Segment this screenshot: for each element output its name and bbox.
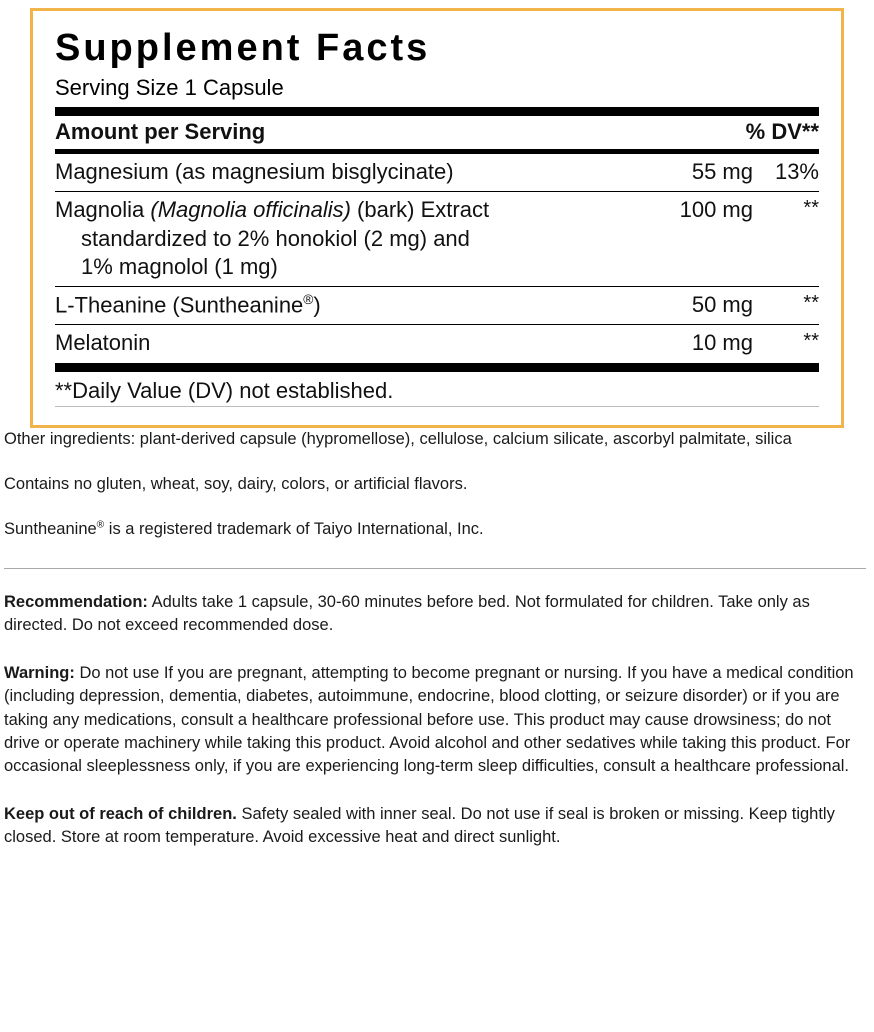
nutrient-dv: 13% (774, 159, 819, 185)
magnolia-botanical-name: (Magnolia officinalis) (150, 197, 351, 223)
nutrient-name (55, 291, 649, 319)
daily-value-footnote: **Daily Value (DV) not established. (55, 377, 394, 403)
keep-out-of-reach-text: Safety sealed with inner seal. Do not use if seal is broken or missing. Keep tightly closed. Store at room temperature. Avoid excessive heat and direct sunlight. (4, 804, 835, 847)
nutrient-row-magnesium (55, 154, 819, 191)
warning-text: Do not use If you are pregnant, attempting to become pregnant or nursing. If you have a medical condition (including depression, dementia, diabetes, autoimmune, endocrine, blood clotting, or seizure disorder) or if you are taking any medications, consult a healthcare professional before use. This product may cause drowsiness; do not drive or operate machinery while taking this product. Avoid alcohol and other sedatives while taking this product. For occasional sleeplessness only, if you are experiencing long-term sleep difficulties, consult a healthcare professional. (4, 663, 854, 776)
registered-trademark-icon: ® (303, 291, 314, 307)
magnolia-standardization-line1: standardized to 2% honokiol (2 mg) and (81, 225, 470, 251)
nutrient-dv: ** (803, 330, 819, 353)
nutrient-row-melatonin (55, 325, 819, 362)
nutrient-amount: 10 mg (691, 330, 753, 356)
trademark-notice-post: is a registered trademark of Taiyo International, Inc. (104, 520, 484, 539)
label-body-text (4, 428, 866, 850)
nutrient-row-magnolia (55, 192, 819, 285)
supplement-label-page (0, 8, 874, 850)
nutrient-amount: 100 mg (679, 197, 753, 223)
section-divider (4, 568, 866, 569)
nutrient-dv: ** (803, 291, 819, 314)
warning-paragraph (4, 662, 866, 779)
serving-size-text: Serving Size 1 Capsule (55, 74, 284, 100)
allergen-free-text: Contains no gluten, wheat, soy, dairy, colors, or artificial flavors. (4, 474, 468, 493)
registered-trademark-icon: ® (96, 519, 105, 531)
rule-hair-bottom (55, 406, 819, 407)
magnolia-name-part1: Magnolia (55, 197, 151, 223)
theanine-name-part1: L-Theanine (Suntheanine (55, 292, 304, 318)
nutrient-amount: 50 mg (691, 291, 753, 317)
nutrient-name: Magnesium (as magnesium bisglycinate) (55, 159, 454, 185)
warning-label: Warning: (4, 663, 75, 682)
amount-per-serving-label: Amount per Serving (55, 119, 266, 145)
nutrient-name (55, 196, 649, 280)
keep-out-of-reach-paragraph (4, 803, 866, 850)
nutrient-amount: 55 mg (691, 159, 753, 185)
percent-dv-label: % DV** (745, 119, 819, 145)
nutrient-row-l-theanine (55, 287, 819, 324)
recommendation-text: Adults take 1 capsule, 30-60 minutes before bed. Not formulated for children. Take only as directed. Do not exceed recommended dose. (4, 592, 810, 635)
magnolia-standardization-line2: 1% magnolol (1 mg) (81, 253, 278, 279)
nutrient-name: Melatonin (55, 330, 151, 356)
magnolia-name-part2: (bark) Extract (350, 197, 490, 223)
supplement-facts-title: Supplement Facts (55, 27, 431, 69)
rule-thick-bottom (55, 363, 819, 372)
recommendation-paragraph (4, 591, 866, 638)
trademark-notice (4, 518, 866, 541)
recommendation-label: Recommendation: (4, 592, 148, 611)
theanine-name-part2: ) (313, 292, 321, 318)
trademark-notice-pre: Suntheanine (4, 520, 97, 539)
supplement-facts-panel (30, 8, 844, 428)
keep-out-of-reach-label: Keep out of reach of children. (4, 804, 237, 823)
nutrient-dv: ** (803, 197, 819, 220)
rule-thick-top (55, 107, 819, 116)
other-ingredients-text: Other ingredients: plant-derived capsule (hypromellose), cellulose, calcium silicate, ascorbyl palmitate, silica (4, 429, 792, 448)
amount-per-serving-header-row (55, 116, 819, 149)
